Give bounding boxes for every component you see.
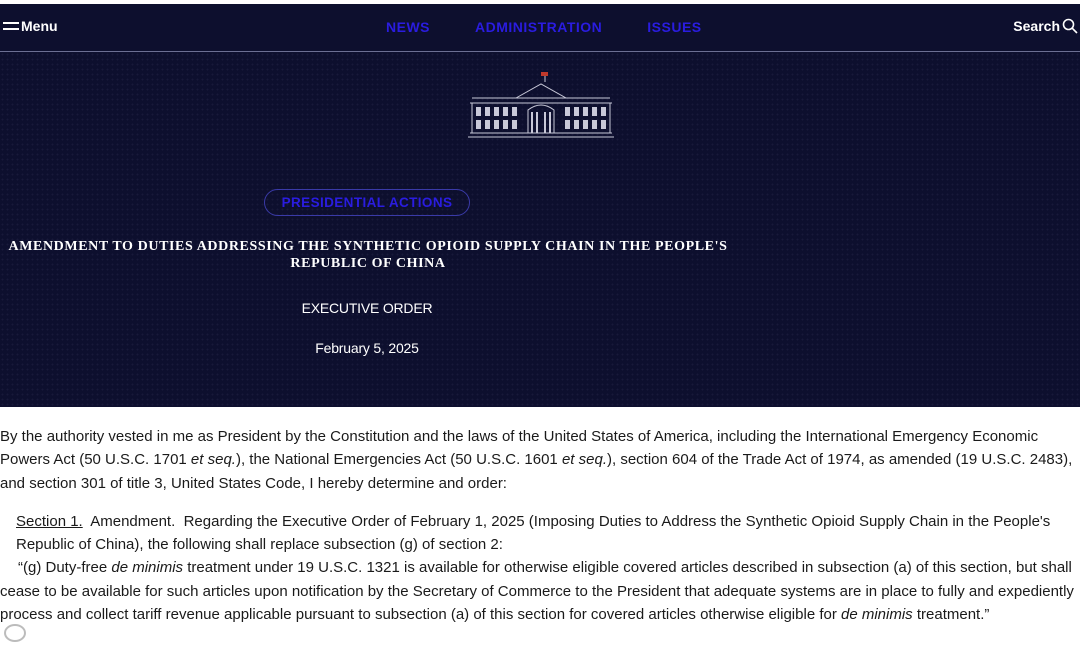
section-1-heading: Section 1. xyxy=(16,512,83,530)
article-body xyxy=(0,407,1080,626)
nav-link-news[interactable]: NEWS xyxy=(386,19,430,35)
publish-date: February 5, 2025 xyxy=(315,340,419,356)
subsection-g-paragraph xyxy=(0,556,1080,626)
text-run-italic: et seq. xyxy=(190,451,236,469)
text-run: ), section 604 of the Trade Act of 1974, as amended (19 U.S.C. 2483), and section 301 of title 3, United States Code, I hereby determine and order: xyxy=(0,451,1073,492)
nav-link-issues[interactable]: ISSUES xyxy=(647,19,702,35)
menu-button[interactable] xyxy=(3,18,58,34)
text-run-italic: de minimis xyxy=(841,606,913,624)
category-badge[interactable]: PRESIDENTIAL ACTIONS xyxy=(264,189,470,216)
text-run: “(g) Duty-free xyxy=(18,559,112,577)
page-title: AMENDMENT TO DUTIES ADDRESSING THE SYNTHETIC OPIOID SUPPLY CHAIN IN THE PEOPLE'S REPUBLIC OF CHINA xyxy=(8,239,728,271)
search-label: Search xyxy=(1013,18,1060,34)
text-run: ), the National Emergencies Act (50 U.S.C. 1601 xyxy=(235,451,562,469)
nav-link-administration[interactable]: ADMINISTRATION xyxy=(475,19,603,35)
hero-banner xyxy=(0,52,1080,407)
menu-label: Menu xyxy=(21,18,58,34)
hamburger-icon xyxy=(3,21,19,31)
text-run: Amendment. Regarding the Executive Order of February 1, 2025 (Imposing Duties to Address the Synthetic Opioid Supply Chain in the People's Republic of China), the following shall replace subsection (g) of section 2: xyxy=(16,512,1055,554)
section-1-paragraph xyxy=(0,510,1080,557)
text-run: treatment under 19 U.S.C. 1321 is available for otherwise eligible covered articles described in subsection (a) of this section, but shall cease to be available for such articles upon notification by the Secretary of Commerce to the President that adequate systems are in place to fully and expediently process and collect tariff revenue applicable pursuant to subsection (a) of this section for covered articles otherwise eligible for xyxy=(0,559,1074,624)
document-type: EXECUTIVE ORDER xyxy=(301,300,433,316)
watermark xyxy=(4,624,26,642)
primary-nav xyxy=(386,19,702,35)
white-house-logo xyxy=(468,70,614,142)
search-button[interactable] xyxy=(1013,18,1078,34)
text-run: By the authority vested in me as President by the Constitution and the laws of the United States of America, including the International Emergency Economic Powers Act (50 U.S.C. 1701 xyxy=(0,428,1039,469)
text-run-italic: et seq. xyxy=(561,451,607,469)
top-navigation xyxy=(0,4,1080,52)
search-icon xyxy=(1062,18,1078,34)
text-run: treatment.” xyxy=(912,606,990,624)
watermark-logo-icon xyxy=(4,624,26,642)
text-run-italic: de minimis xyxy=(111,559,184,577)
preamble-paragraph xyxy=(0,425,1080,495)
